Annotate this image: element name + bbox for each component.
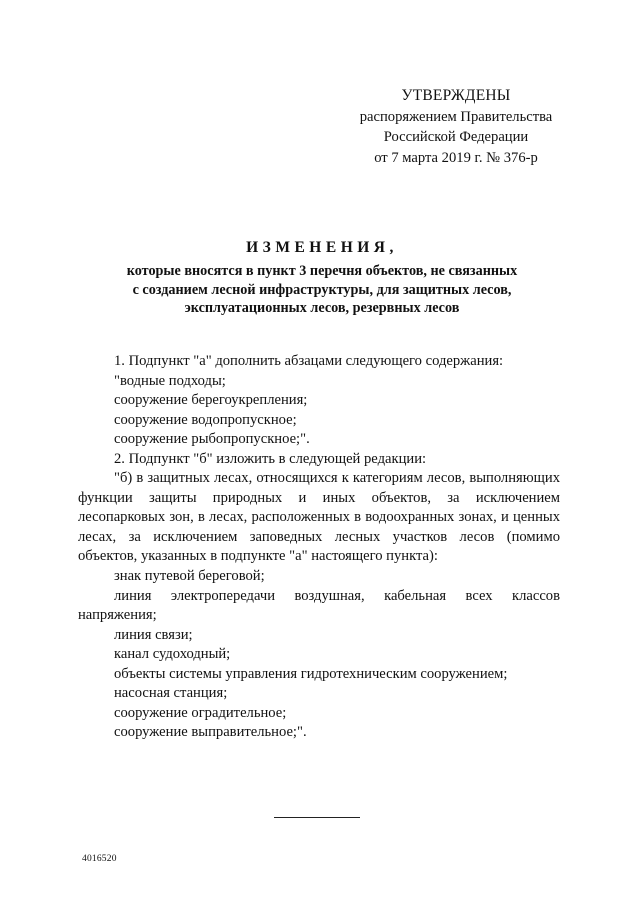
list-item-b-8: сооружение выправительное;".: [114, 724, 307, 741]
list-item-a-4: сооружение рыбопропускное;".: [114, 431, 310, 448]
list-item-b-4: канал судоходный;: [114, 646, 231, 663]
list-item-b-6: насосная станция;: [114, 685, 228, 702]
list-item-a-2: сооружение берегоукрепления;: [114, 392, 308, 409]
approval-line-3: от 7 марта 2019 г. № 376-р: [374, 149, 538, 166]
list-item-b-5: объекты системы управления гидротехническим сооружением;: [114, 665, 508, 682]
list-item-a-3: сооружение водопропускное;: [114, 411, 297, 428]
approval-line-1: распоряжением Правительства: [359, 108, 553, 125]
document-title: ИЗМЕНЕНИЯ,: [246, 239, 398, 256]
list-item-a-1: "водные подходы;: [114, 372, 226, 389]
document-subtitle-line-1: которые вносятся в пункт 3 перечня объектов, не связанных: [126, 263, 518, 279]
document-subtitle-line-2: с созданием лесной инфраструктуры, для защитных лесов,: [132, 281, 512, 298]
end-divider: [274, 817, 360, 818]
approval-stamp: [340, 86, 572, 168]
paragraph-1: 1. Подпункт "а" дополнить абзацами следующего содержания:: [114, 353, 504, 369]
document-heading: [80, 238, 564, 318]
list-item-b-2: линия электропередачи воздушная, кабельная всех классов напряжения;: [78, 587, 560, 624]
document-subtitle-line-3: эксплуатационных лесов, резервных лесов: [184, 300, 460, 316]
list-item-b-1: знак путевой береговой;: [114, 568, 265, 585]
approval-line-2: Российской Федерации: [383, 129, 529, 145]
paragraph-3: "б) в защитных лесах, относящихся к категориям лесов, выполняющих функции защиты природных и иных объектов, за исключением лесопарковых зон, в лесах, расположенных в водоохранных зонах, и ценных лесах, за исключением заповедных лесных участков лесов (помимо объектов, указанных в подпункте "а" настоящего пункта):: [78, 470, 560, 565]
paragraph-2: 2. Подпункт "б" изложить в следующей редакции:: [114, 450, 427, 467]
list-item-b-3: линия связи;: [114, 626, 193, 643]
approval-title: УТВЕРЖДЕНЫ: [401, 87, 511, 104]
document-code: 4016520: [82, 854, 117, 864]
list-item-b-7: сооружение оградительное;: [114, 704, 287, 721]
document-body: [78, 352, 560, 743]
